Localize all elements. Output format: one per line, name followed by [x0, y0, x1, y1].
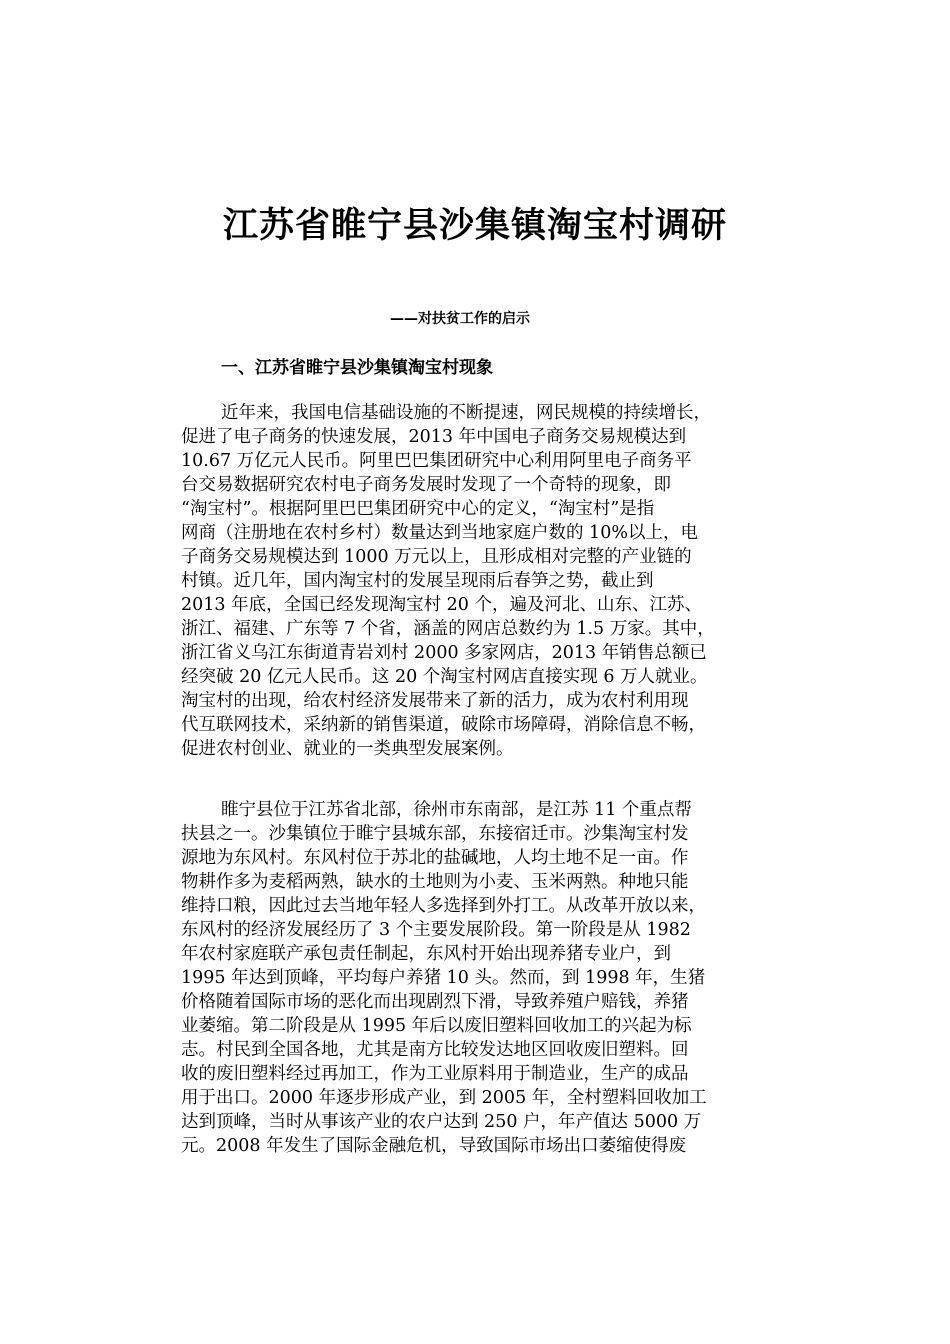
paragraph-line: 志。村民到全国各地，尤其是南方比较发达地区回收废旧塑料。回 [181, 1040, 689, 1060]
paragraph-line: 达到顶峰，当时从事该产业的农户达到 250 户，年产值达 5000 万 [181, 1112, 702, 1132]
paragraph-line: 扶县之一。沙集镇位于睢宁县城东部，东接宿迁市。沙集淘宝村发 [181, 824, 689, 844]
paragraph-line: 收的废旧塑料经过再加工，作为工业原料用于制造业，生产的成品 [181, 1064, 689, 1084]
paragraph-line: 浙江、福建、广东等 7 个省，涵盖的网店总数约为 1.5 万家。其中， [181, 619, 715, 639]
paragraph-line: 维持口粮，因此过去当地年轻人多选择到外打工。从改革开放以来， [181, 896, 706, 916]
paragraph-line: 价格随着国际市场的恶化而出现剧烈下滑，导致养殖户赔钱，养猪 [181, 992, 689, 1012]
paragraph-line: 近年来，我国电信基础设施的不断提速，网民规模的持续增长， [221, 403, 711, 423]
paragraph-line: 浙江省义乌江东街道青岩刘村 2000 多家网店，2013 年销售总额已 [181, 643, 707, 663]
document-title: 江苏省睢宁县沙集镇淘宝村调研 [222, 206, 727, 246]
paragraph-line: “淘宝村”。根据阿里巴巴集团研究中心的定义，“淘宝村”是指 [181, 499, 655, 519]
paragraph-line: 源地为东风村。东风村位于苏北的盐碱地，人均土地不足一亩。作 [181, 848, 689, 868]
paragraph-line: 经突破 20 亿元人民币。这 20 个淘宝村网店直接实现 6 万人就业。 [181, 667, 708, 687]
paragraph-line: 网商（注册地在农村乡村）数量达到当地家庭户数的 10%以上，电 [181, 523, 698, 543]
paragraph-line: 村镇。近几年，国内淘宝村的发展呈现雨后春笋之势，截止到 [181, 571, 654, 591]
paragraph-line: 促进农村创业、就业的一类典型发展案例。 [181, 739, 514, 759]
paragraph-line: 用于出口。2000 年逐步形成产业，到 2005 年，全村塑料回收加工 [181, 1088, 707, 1108]
paragraph-line: 促进了电子商务的快速发展，2013 年中国电子商务交易规模达到 [181, 427, 687, 447]
paragraph-line: 2013 年底，全国已经发现淘宝村 20 个，遍及河北、山东、江苏、 [181, 595, 702, 615]
paragraph-line: 代互联网技术，采纳新的销售渠道，破除市场障碍，消除信息不畅， [181, 715, 706, 735]
paragraph-line: 1995 年达到顶峰，平均每户养猪 10 头。然而，到 1998 年，生猪 [181, 968, 706, 988]
paragraph [181, 401, 801, 761]
paragraph-line: 东风村的经济发展经历了 3 个主要发展阶段。第一阶段是从 1982 [181, 920, 691, 940]
paragraph-line: 元。2008 年发生了国际金融危机，导致国际市场出口萎缩使得废 [181, 1136, 687, 1156]
section-heading: 一、江苏省睢宁县沙集镇淘宝村现象 [221, 358, 493, 378]
paragraph-line: 物耕作多为麦稻两熟，缺水的土地则为小麦、玉米两熟。种地只能 [181, 872, 689, 892]
paragraph-line: 10.67 万亿元人民币。阿里巴巴集团研究中心利用阿里电子商务平 [181, 451, 692, 471]
paragraph-line: 淘宝村的出现，给农村经济发展带来了新的活力，成为农村利用现 [181, 691, 689, 711]
paragraph-line: 睢宁县位于江苏省北部，徐州市东南部，是江苏 11 个重点帮 [221, 800, 692, 820]
paragraph-line: 年农村家庭联产承包责任制起，东风村开始出现养猪专业户，到 [181, 944, 671, 964]
paragraph [181, 798, 801, 1158]
paragraph-line: 台交易数据研究农村电子商务发展时发现了一个奇特的现象，即 [181, 475, 671, 495]
document-subtitle: ——对扶贫工作的启示 [390, 311, 530, 327]
paragraph-line: 业萎缩。第二阶段是从 1995 年后以废旧塑料回收加工的兴起为标 [181, 1016, 692, 1036]
paragraph-line: 子商务交易规模达到 1000 万元以上，且形成相对完整的产业链的 [181, 547, 692, 567]
